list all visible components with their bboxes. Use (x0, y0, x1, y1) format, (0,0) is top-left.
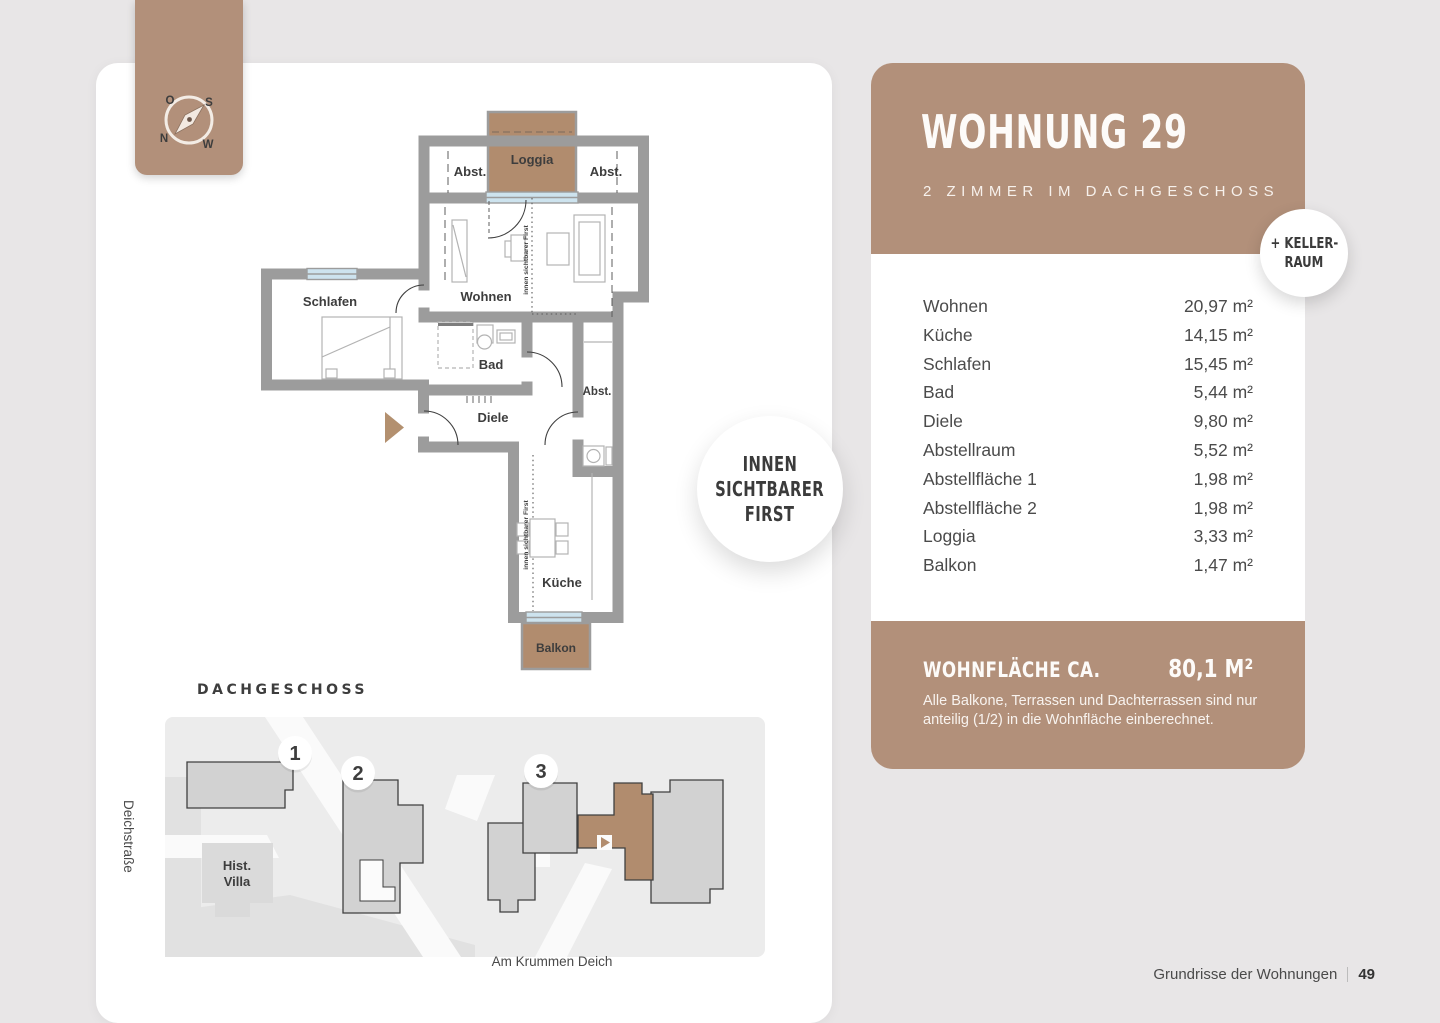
footer-label: Grundrisse der Wohnungen (1153, 966, 1338, 983)
table-row (923, 498, 1253, 527)
label-abst-room: Abst. (582, 386, 612, 398)
room-area: 1,98 m² (1193, 497, 1253, 518)
room-area: 9,80 m² (1193, 411, 1253, 432)
room-area: 3,33 m² (1193, 526, 1253, 547)
label-abst-left: Abst. (453, 164, 487, 179)
room-label: Bad (923, 382, 955, 403)
room-label: Balkon (923, 555, 977, 576)
room-label: Loggia (923, 526, 976, 547)
label-ridge-wohnen: innen sichtbarer First (523, 225, 530, 295)
table-row (923, 296, 1253, 325)
room-label: Schlafen (923, 353, 992, 374)
panel-header (871, 63, 1305, 254)
ridge-badge-line3: FIRST (745, 501, 795, 526)
room-area: 14,15 m² (1183, 324, 1253, 345)
villa-label-line1: Hist. (222, 858, 252, 873)
room-label: Küche (923, 324, 973, 345)
entry-arrow-icon (385, 412, 404, 443)
label-bad: Bad (478, 357, 504, 372)
info-panel (871, 63, 1338, 769)
table-row (923, 354, 1253, 383)
label-wohnen: Wohnen (460, 289, 512, 304)
apartment-subtitle: 2 ZIMMER IM DACHGESCHOSS (923, 183, 1280, 200)
keller-badge (1260, 209, 1348, 297)
floorplan-drawing (240, 95, 680, 685)
room-table (871, 254, 1305, 621)
page-footer (1100, 966, 1375, 983)
room-label: Abstellfläche 1 (923, 468, 1037, 489)
room-label: Diele (923, 411, 963, 432)
marker-3: 3 (535, 761, 547, 783)
radiator (467, 396, 491, 403)
table-row (923, 526, 1253, 555)
ridge-badge (697, 416, 843, 562)
total-label: WOHNFLÄCHE CA. (923, 658, 1101, 682)
ridge-badge-line2: SICHTBARER (715, 476, 825, 501)
room-area: 5,52 m² (1193, 439, 1253, 460)
compass-icon (135, 0, 243, 175)
street-label-deichstrasse: Deichstraße (121, 800, 136, 873)
room-label: Wohnen (923, 296, 988, 316)
windows (307, 192, 582, 623)
street-label-am-krummen-deich: Am Krummen Deich (491, 954, 613, 969)
keller-badge-line1: + KELLER- (1270, 234, 1338, 253)
marker-2: 2 (352, 763, 364, 785)
room-area: 1,98 m² (1193, 468, 1253, 489)
room-area: 20,97 m² (1183, 296, 1253, 316)
label-kueche: Küche (542, 575, 582, 590)
compass-o: O (165, 95, 175, 107)
footer-divider (1347, 967, 1348, 982)
compass-w: W (202, 139, 214, 151)
table-row (923, 469, 1253, 498)
ridge-badge-line1: INNEN (742, 451, 798, 476)
total-value: 80,1 M² (1168, 654, 1253, 683)
table-row (923, 555, 1253, 584)
villa-label-line2: Villa (223, 874, 251, 889)
room-area: 5,44 m² (1193, 382, 1253, 403)
room-area: 1,47 m² (1193, 555, 1253, 576)
compass-s: S (205, 97, 213, 109)
page-number: 49 (1358, 966, 1375, 983)
area-note: Alle Balkone, Terrassen und Dachterrassen sind nur anteilig (1/2) in die Wohnfläche einberechnet. (923, 693, 1258, 729)
siteplan-title: DACHGESCHOSS (197, 682, 369, 698)
building-1 (187, 762, 293, 808)
room-label: Abstellraum (923, 439, 1016, 460)
total-row (923, 654, 1253, 683)
compass-n: N (159, 133, 169, 145)
table-row (923, 411, 1253, 440)
apartment-title: WOHNUNG 29 (921, 105, 1188, 159)
room-area: 15,45 m² (1183, 353, 1253, 374)
floorplan-card (96, 63, 832, 1023)
label-ridge-kueche: innen sichtbarer First (523, 500, 530, 570)
label-abst-right: Abst. (589, 164, 623, 179)
marker-1: 1 (289, 743, 301, 765)
label-balkon: Balkon (535, 641, 577, 655)
table-row (923, 440, 1253, 469)
panel-footer (871, 621, 1305, 769)
room-label: Abstellfläche 2 (923, 497, 1037, 518)
label-diele: Diele (477, 410, 509, 425)
compass-tab (135, 0, 243, 175)
keller-badge-line2: RAUM (1284, 253, 1324, 271)
label-loggia: Loggia (510, 152, 554, 167)
table-row (923, 382, 1253, 411)
table-row (923, 325, 1253, 354)
siteplan-drawing (165, 717, 765, 957)
label-schlafen: Schlafen (302, 294, 358, 309)
